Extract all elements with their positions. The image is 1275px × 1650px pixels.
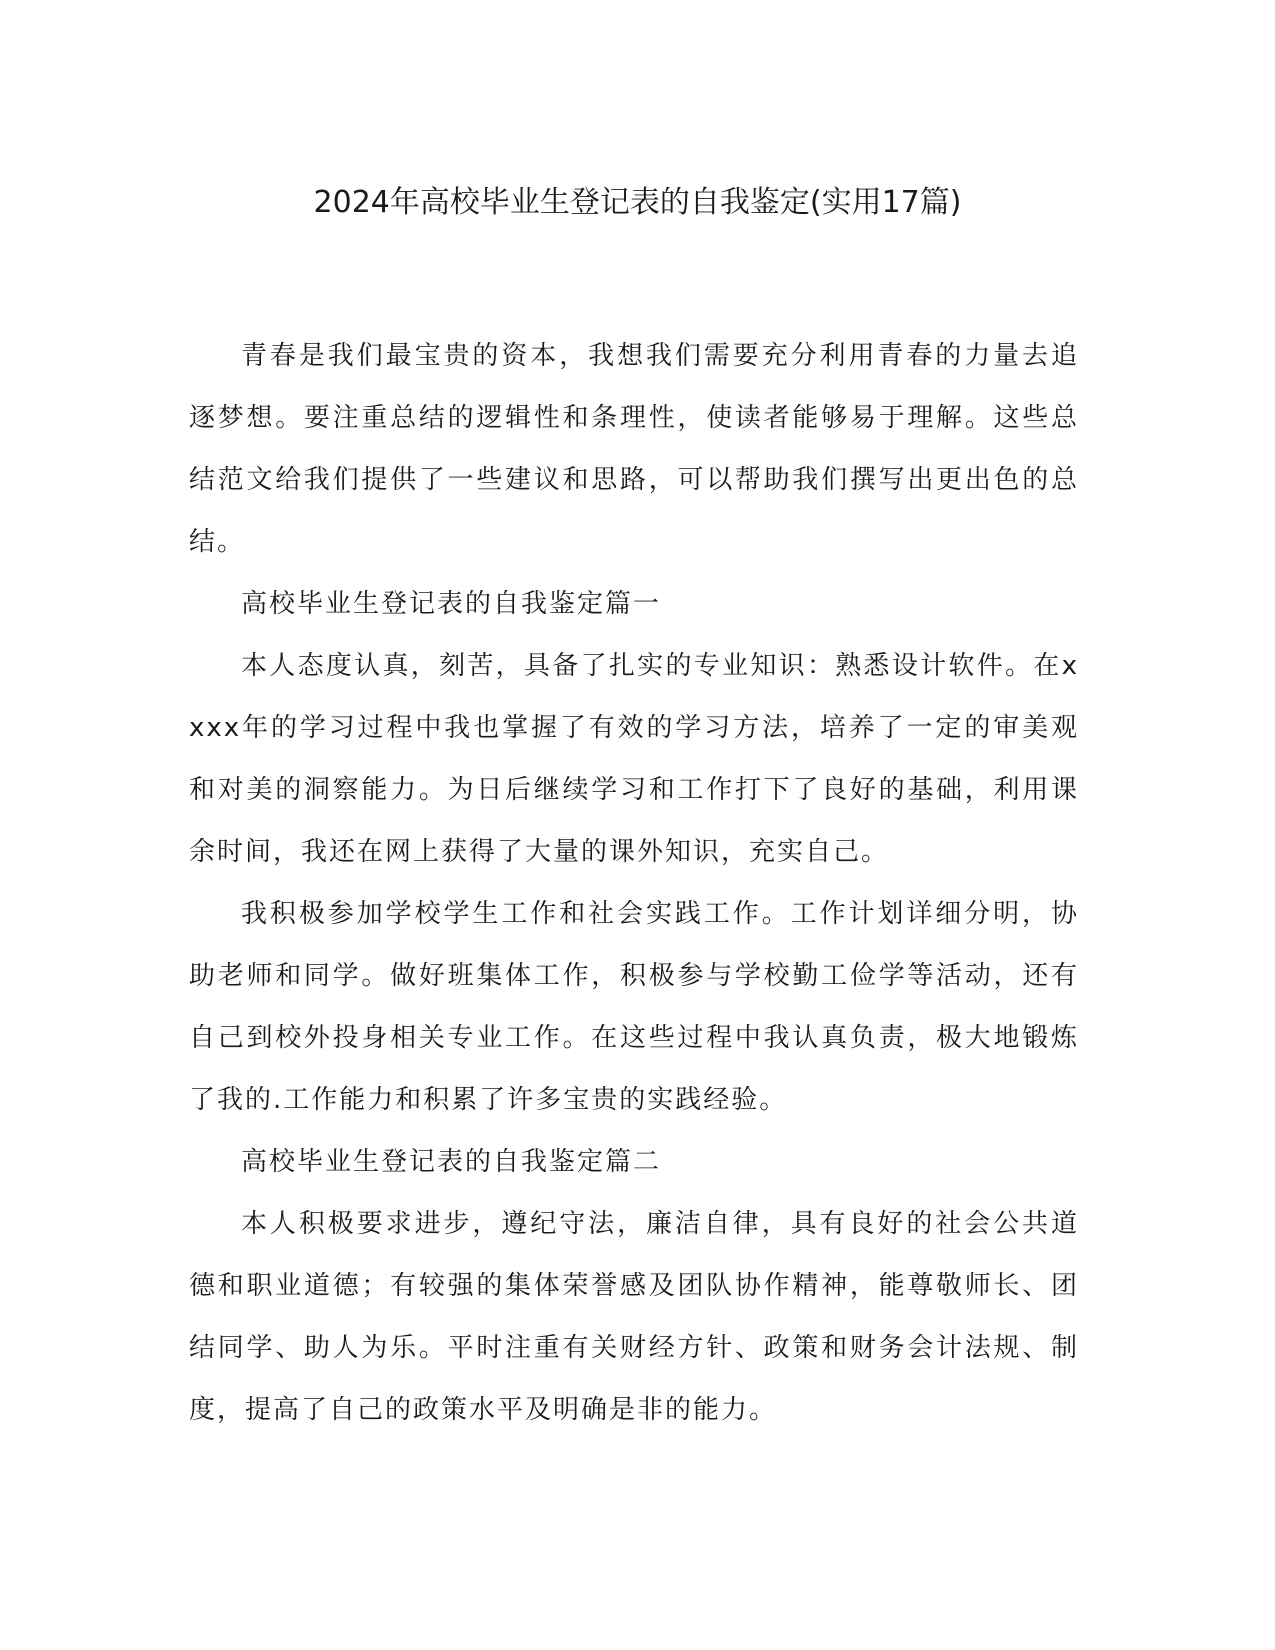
section-heading-1: 高校毕业生登记表的自我鉴定篇一 (241, 589, 662, 619)
section-heading-2: 高校毕业生登记表的自我鉴定篇二 (241, 1147, 662, 1177)
body-paragraph: 本人态度认真，刻苦，具备了扎实的专业知识：熟悉设计软件。在xxxx年的学习过程中我也掌握了有效的学习方法，培养了一定的审美观和对美的洞察能力。为日后继续学习和工作打下了良好的基础，利用课余时间，我还在网上获得了大量的课外知识，充实自己。 (189, 651, 1079, 867)
intro-paragraph: 青春是我们最宝贵的资本，我想我们需要充分利用青春的力量去追逐梦想。要注重总结的逻辑性和条理性，使读者能够易于理解。这些总结范文给我们提供了一些建议和思路，可以帮助我们撰写出更出色的总结。 (189, 341, 1079, 557)
document-body (189, 325, 1079, 1441)
body-paragraph: 我积极参加学校学生工作和社会实践工作。工作计划详细分明，协助老师和同学。做好班集体工作，积极参与学校勤工俭学等活动，还有自己到校外投身相关专业工作。在这些过程中我认真负责，极大地锻炼了我的.工作能力和积累了许多宝贵的实践经验。 (189, 899, 1079, 1115)
body-paragraph: 本人积极要求进步，遵纪守法，廉洁自律，具有良好的社会公共道德和职业道德；有较强的集体荣誉感及团队协作精神，能尊敬师长、团结同学、助人为乐。平时注重有关财经方针、政策和财务会计法规、制度，提高了自己的政策水平及明确是非的能力。 (189, 1209, 1079, 1425)
document-title: 2024年高校毕业生登记表的自我鉴定(实用17篇) (313, 185, 962, 220)
